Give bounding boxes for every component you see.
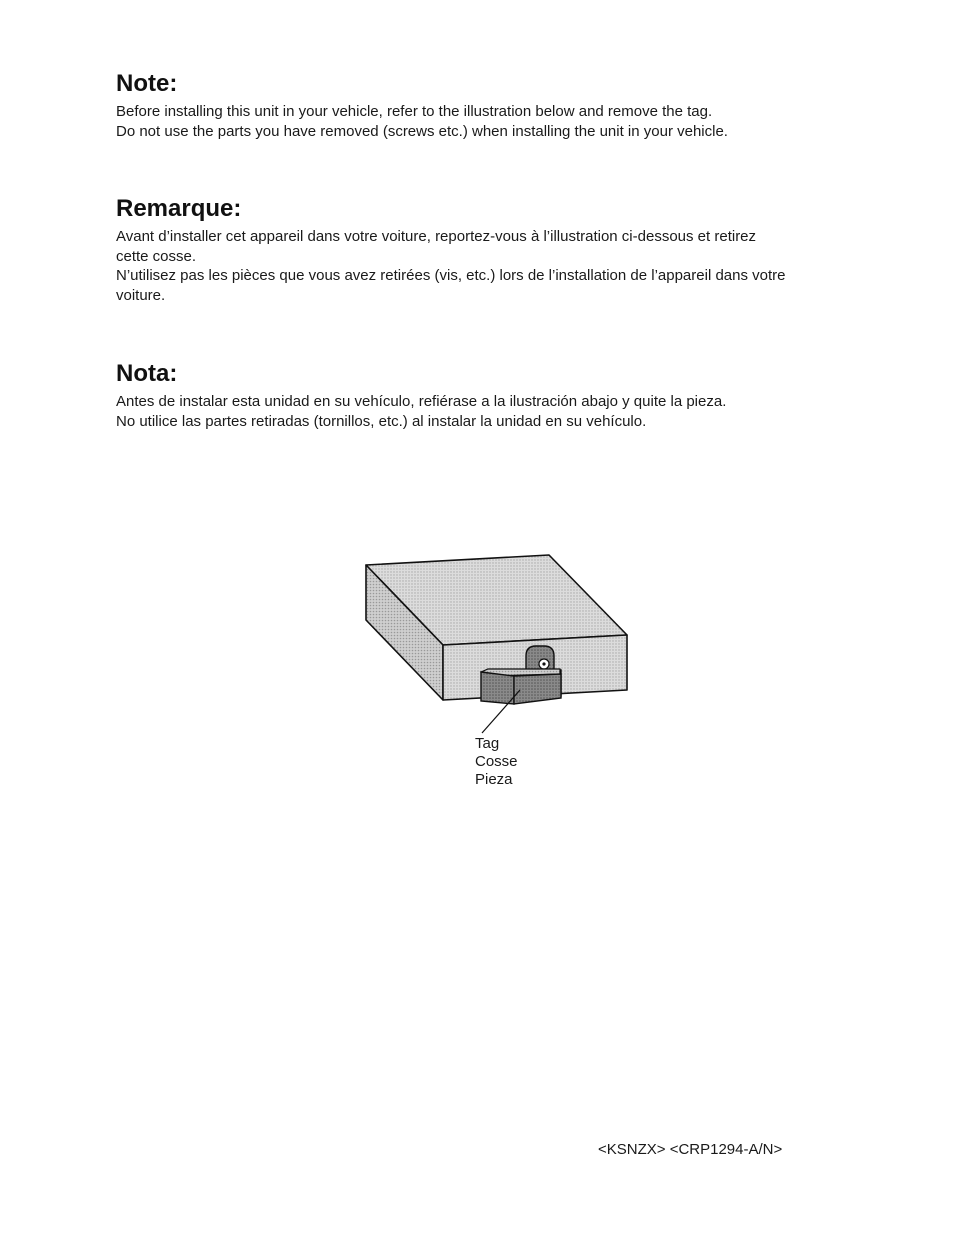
note-line: Before installing this unit in your vehicle, refer to the illustration below and remove the tag.: [116, 103, 713, 120]
tag-callout-labels: [475, 735, 518, 789]
note-heading-french: Remarque:: [116, 195, 242, 222]
note-heading-english: Note:: [116, 70, 178, 97]
document-code: <KSNZX> <CRP1294-A/N>: [598, 1141, 783, 1158]
unit-illustration: [360, 550, 640, 800]
note-line: N’utilisez pas les pièces que vous avez retirées (vis, etc.) lors de l’installation de l’appareil dans votre: [116, 267, 786, 284]
callout-label: Tag: [475, 735, 500, 752]
note-line: No utilice las partes retiradas (tornillos, etc.) al instalar la unidad en su vehículo.: [116, 412, 647, 430]
note-line: Antes de instalar esta unidad en su vehículo, refiérase a la ilustración abajo y quite la pieza.: [116, 393, 727, 410]
note-section-spanish: [116, 360, 856, 431]
note-line: Do not use the parts you have removed (screws etc.) when installing the unit in your vehicle.: [116, 122, 728, 140]
tag-front-side: [514, 674, 561, 704]
note-section-french: [116, 195, 856, 305]
note-line: voiture.: [116, 286, 166, 304]
tag-front: [481, 672, 514, 704]
callout-label: Pieza: [475, 771, 513, 788]
note-line: Avant d’installer cet appareil dans votre voiture, reportez-vous à l’illustration ci-dessous et retirez: [116, 228, 757, 245]
callout-label: Cosse: [475, 753, 518, 770]
note-section-english: [116, 70, 856, 141]
note-line: cette cosse.: [116, 247, 197, 265]
note-heading-spanish: Nota:: [116, 360, 178, 387]
